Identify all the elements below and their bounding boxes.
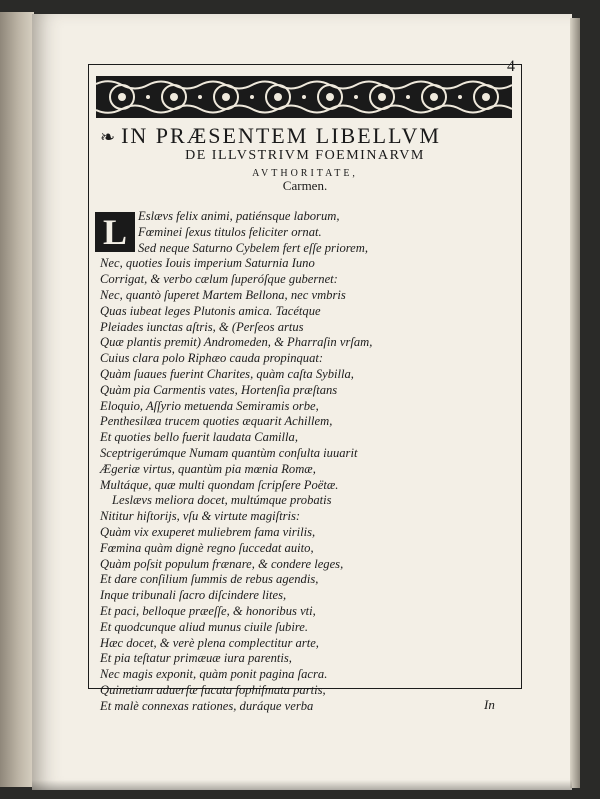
title-line-2: DE ILLVSTRIVM FOEMINARVM — [185, 148, 425, 163]
poem-line: Nititur hiſtorijs, vſu & virtute magiſtris: — [100, 509, 301, 524]
page-shadow — [32, 780, 572, 790]
poem-line: Quàm poſsit populum frænare, & condere leges, — [100, 556, 344, 571]
poem-line: Quàm vix exuperet muliebrem fama virilis, — [100, 524, 316, 539]
poem-line: Et pia teſtatur primæuæ iura parentis, — [100, 651, 292, 666]
poem-line: Quàm pia Carmentis vates, Hortenſia præſtans — [100, 382, 338, 397]
poem-line: Sceptrigerúmque Numam quantùm conſulta iuuarit — [100, 445, 358, 460]
ornamental-headpiece — [96, 76, 512, 118]
poem-line: Sed neque Saturno Cybelem fert eſſe priorem, — [138, 240, 369, 255]
poem-line: Quæ plantis premit) Andromeden, & Pharraſin vrſam, — [100, 335, 373, 350]
poem-line: Ægeriæ virtus, quantùm pia mœnia Romæ, — [100, 461, 316, 476]
poem-line: Quas iubeat leges Plutonis amica. Tacétque — [100, 303, 321, 318]
poem-line: Et dare conſilium ſummis de rebus agendis, — [100, 572, 319, 587]
poem-line: Hæc docet, & verè plena complectitur arte, — [100, 635, 319, 650]
poem-line: Quinetiam aduerſæ fucata ſophiſmata partis, — [100, 682, 326, 697]
title-line-1 — [100, 123, 441, 149]
poem-line: Nec, quoties Iouis imperium Saturnia Iuno — [100, 256, 315, 271]
poem-line: Cuius clara polo Riphæo cauda propinquat: — [100, 351, 324, 366]
poem-line: Fœminei ſexus titulos feliciter ornat. — [138, 224, 322, 239]
poem-body — [100, 209, 515, 715]
poem-line: Et malè connexas rationes, duráque verba — [100, 698, 314, 713]
poem-line: Nec, quantò ſuperet Martem Bellona, nec vmbris — [100, 287, 346, 302]
facing-page-edge — [0, 12, 34, 787]
poem-line: Multáque, quæ multi quondam ſcripſere Poëtæ. — [100, 477, 339, 492]
poem-line: Et quoties bello fuerit laudata Camilla, — [100, 430, 298, 445]
poem-line: Corrigat, & verbo cælum ſuperóſque gubernet: — [100, 272, 338, 287]
title-line-1-text: IN PRÆSENTEM LIBELLVM — [121, 123, 441, 148]
poem-line: Inque tribunali ſacro diſcindere lites, — [100, 588, 287, 603]
poem-line: Eslævs felix animi, patiénsque laborum, — [138, 209, 340, 223]
poem-line: Et quodcunque aliud munus ciuile ſubire. — [100, 619, 308, 634]
page-stack-edge — [570, 18, 580, 788]
poem-line: Quàm ſuaues fuerint Charites, quàm caſta Sybilla, — [100, 366, 354, 381]
poem-line: Eloquio, Aſſyrio metuenda Semiramis orbe, — [100, 398, 319, 413]
poem-line: Nec magis exponit, quàm ponit pagina ſacra. — [100, 667, 328, 682]
fleuron-icon: ❧ — [100, 127, 118, 147]
poem-line: Pleiades iunctas aſtris, & (Perſeos artus — [100, 319, 304, 334]
decorated-initial: L — [95, 212, 135, 252]
page-number: 4 — [507, 58, 515, 75]
catchword: In — [484, 697, 495, 712]
poem-line: Leslævs meliora docet, multúmque probatis — [112, 493, 332, 508]
poem-line: Penthesilæa trucem quoties æquarit Achillem, — [100, 414, 333, 429]
poem-line: Fœmina quàm dignè regno ſuccedat auito, — [100, 540, 314, 555]
title-line-3: AVTHORITATE, — [252, 168, 358, 179]
title-line-4: Carmen. — [282, 178, 328, 193]
poem-line: Et paci, belloque præeſſe, & honoribus vti, — [100, 603, 316, 618]
